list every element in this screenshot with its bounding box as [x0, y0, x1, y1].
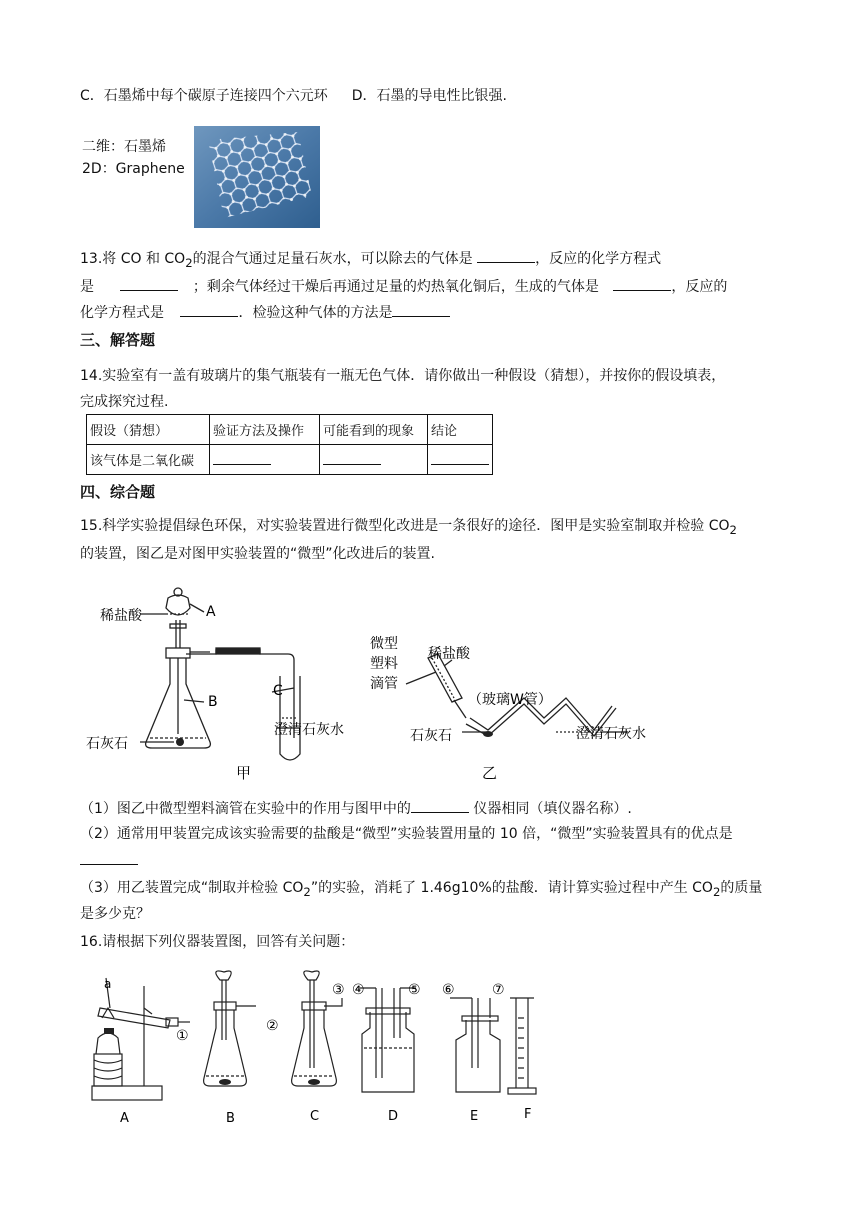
caption-b: B: [226, 1111, 235, 1126]
caption-c: C: [310, 1109, 320, 1124]
label-n4: ④: [352, 982, 365, 998]
q13-line3: 化学方程式是 ．检验这种气体的方法是: [80, 302, 450, 323]
q15-sub2: （2）通常用甲装置完成该实验需要的盐酸是“微型”实验装置用量的 10 倍，“微型”实验装置具有的优点是: [80, 826, 733, 842]
caption-a: A: [120, 1111, 129, 1126]
answer-blank[interactable]: [411, 798, 469, 813]
table-header-row: [87, 415, 493, 445]
q14-line2: 完成探究过程.: [80, 394, 169, 410]
table-cell-phenomenon[interactable]: [320, 445, 428, 475]
graphene-label-cn: 二维：石墨烯: [82, 139, 166, 155]
label-dilute-hcl: 稀盐酸: [100, 608, 142, 624]
q15-sub3: （3）用乙装置完成“制取并检验 $CO_2$”的实验，消耗了 1.46g10%的盐酸．请计算实验过程中产生 $CO_2$的质量: [80, 880, 763, 899]
label-micro-3: 滴管: [370, 676, 398, 692]
label-n2: ②: [266, 1018, 279, 1034]
section-heading: 三、解答题: [80, 331, 156, 349]
label-dilute-hcl-yi: 稀盐酸: [428, 646, 470, 662]
label-c: C: [273, 683, 283, 699]
option-c: C．石墨烯中每个碳原子连接四个六元环: [80, 88, 328, 104]
caption-d: D: [388, 1109, 399, 1124]
table-header-cell: 结论: [428, 415, 493, 445]
table-header-cell: 可能看到的现象: [320, 415, 428, 445]
q16-line1: 16.请根据下列仪器装置图，回答有关问题：: [80, 934, 355, 950]
table-row: [87, 445, 493, 475]
hypothesis-table: [86, 414, 493, 475]
table-header-cell: 假设（猜想）: [87, 415, 210, 445]
answer-blank[interactable]: [613, 276, 671, 291]
q12-options: [80, 86, 507, 106]
answer-blank[interactable]: [392, 302, 450, 317]
answer-blank[interactable]: [80, 850, 138, 865]
section-heading: 四、综合题: [80, 483, 156, 501]
answer-blank[interactable]: [120, 276, 178, 291]
label-limewater-yi: 澄清石灰水: [576, 726, 646, 742]
label-limestone: 石灰石: [86, 736, 128, 752]
option-d: D．石墨的导电性比银强.: [351, 88, 508, 104]
q15-sub1: （1）图乙中微型塑料滴管在实验中的作用与图甲中的 仪器相同（填仪器名称）.: [80, 798, 632, 819]
graphene-lattice-image: [194, 126, 320, 228]
label-n6: ⑥: [442, 982, 455, 998]
answer-blank[interactable]: [477, 248, 535, 263]
figure-jia-apparatus: [80, 578, 380, 788]
label-n1: ①: [176, 1028, 189, 1044]
table-header-cell: 验证方法及操作: [210, 415, 320, 445]
q15-line2: 的装置，图乙是对图甲实验装置的“微型”化改进后的装置.: [80, 546, 435, 562]
label-limewater: 澄清石灰水: [274, 722, 344, 738]
graphene-label-en: 2D：Graphene: [82, 161, 185, 177]
label-micro-1: 微型: [370, 636, 398, 652]
label-limestone-yi: 石灰石: [410, 728, 452, 744]
label-b: B: [208, 694, 218, 710]
label-a: A: [206, 604, 216, 620]
caption-jia: 甲: [236, 764, 252, 782]
label-a-small: a: [104, 977, 112, 991]
caption-yi: 乙: [482, 764, 498, 782]
q13-line2: 是 ；剩余气体经过干燥后再通过足量的灼热氧化铜后，生成的气体是 ，反应的: [80, 276, 727, 297]
q14-line1: 14.实验室有一盖有玻璃片的集气瓶装有一瓶无色气体．请你做出一种假设（猜想），并按你的假设填表，: [80, 368, 726, 384]
label-n7: ⑦: [492, 982, 505, 998]
label-n5: ⑤: [408, 982, 421, 998]
caption-f: F: [524, 1107, 532, 1122]
q13-line1: 13.将 CO 和 $CO_2$的混合气通过足量石灰水，可以除去的气体是 ，反应的化学方程式: [80, 248, 661, 273]
q15-line1: 15.科学实验提倡绿色环保，对实验装置进行微型化改进是一条很好的途径．图甲是实验室制取并检验 $CO_2$: [80, 518, 737, 537]
caption-e: E: [470, 1109, 479, 1124]
label-micro-2: 塑料: [370, 656, 398, 672]
label-w-tube: （玻璃W管）: [468, 692, 552, 708]
figure-yi-apparatus: [366, 628, 676, 786]
table-cell-hypothesis: 该气体是二氧化碳: [87, 445, 210, 475]
table-cell-conclusion[interactable]: [428, 445, 493, 475]
graphene-figure: [82, 126, 322, 228]
q15-sub3-line2: 是多少克？: [80, 906, 150, 922]
label-n3: ③: [332, 982, 345, 998]
answer-blank[interactable]: [180, 302, 238, 317]
q15-sub2-blank-line: [80, 850, 138, 871]
table-cell-method[interactable]: [210, 445, 320, 475]
figure-lab-apparatus: [80, 968, 540, 1128]
